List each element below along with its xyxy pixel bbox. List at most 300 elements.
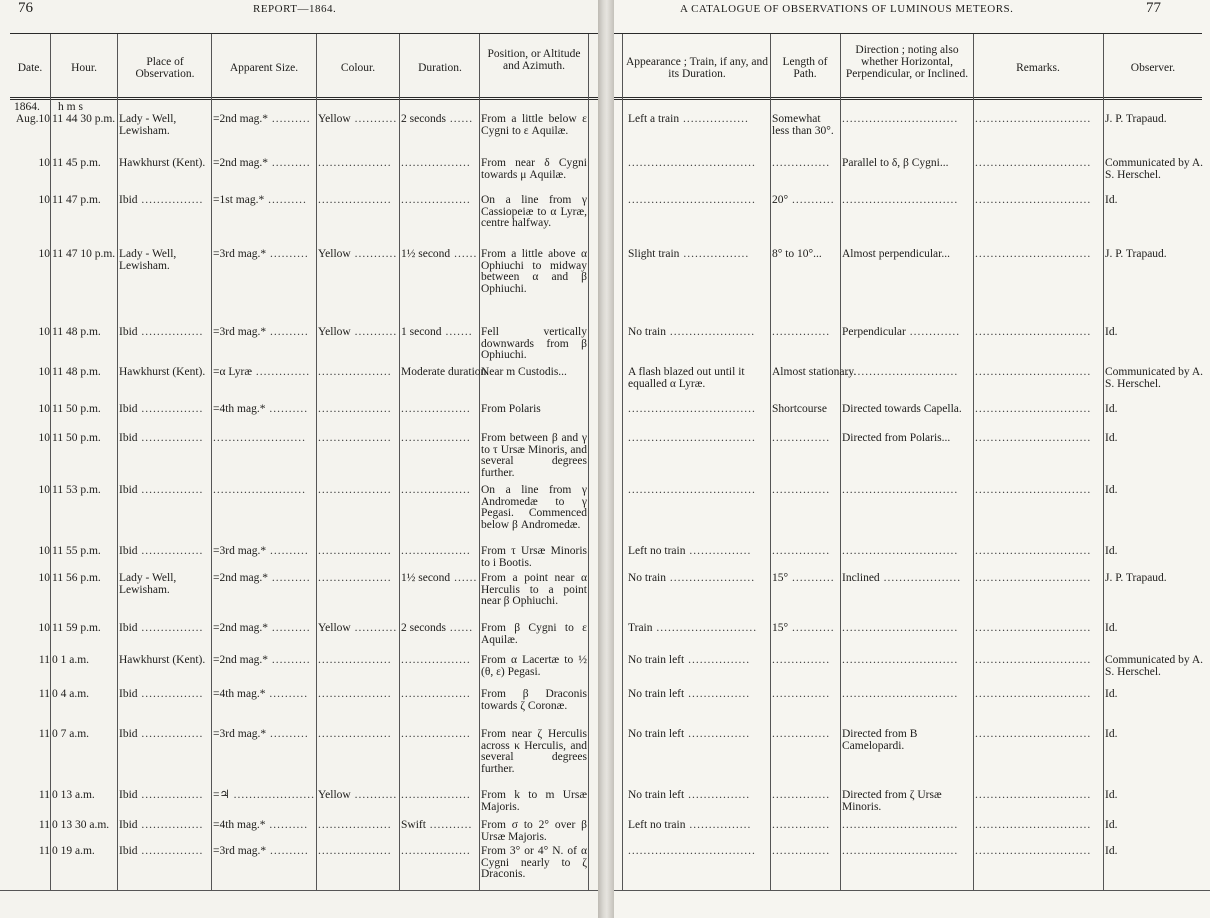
right-cell-direction — [842, 404, 972, 416]
duration-text: 1½ second — [401, 248, 451, 260]
right-cell-observer — [1105, 195, 1209, 207]
date-text: 11 — [38, 654, 50, 666]
leader-dots: ........................ — [213, 484, 306, 496]
left-cell-date — [12, 433, 50, 445]
right-cell-length — [772, 820, 839, 832]
length-text: Shortcourse — [772, 403, 827, 415]
observer-text: Id. — [1105, 789, 1118, 801]
left-cell-size — [213, 158, 315, 170]
left-cell-duration — [401, 195, 478, 207]
leader-dots: ................ — [137, 728, 204, 740]
left-cell-date — [12, 114, 50, 126]
hour-text: 11 47 p.m. — [52, 194, 101, 206]
left-cell-duration — [401, 846, 478, 858]
right-cell-appearance — [628, 546, 769, 558]
left-cell-date — [12, 623, 50, 635]
left-running-head: REPORT—1864. — [253, 3, 337, 15]
appearance-text: Left no train — [628, 545, 686, 557]
leader-dots: ............... — [772, 728, 831, 740]
left-cell-size — [213, 623, 315, 635]
observer-text: Id. — [1105, 728, 1118, 740]
leader-dots: ...... — [446, 113, 474, 125]
right-cell-appearance — [628, 655, 769, 667]
leader-dots: ............... — [772, 484, 831, 496]
leader-dots: .............. — [252, 366, 311, 378]
col-divider — [50, 34, 51, 890]
right-cell-observer — [1105, 729, 1209, 741]
left-cell-place — [119, 114, 210, 137]
col-divider — [770, 34, 771, 890]
left-cell-colour — [318, 820, 398, 832]
leader-dots: ................ — [137, 403, 204, 415]
date-text: 11 — [38, 845, 50, 857]
leader-dots: .............................. — [975, 819, 1092, 831]
left-cell-place — [119, 729, 210, 741]
left-cell-position — [481, 689, 587, 712]
size-text: =2nd mag.* — [213, 622, 269, 634]
leader-dots: .............................. — [842, 545, 959, 557]
duration-text: Moderate duration. — [401, 366, 490, 378]
leader-dots: .......... — [266, 845, 309, 857]
leader-dots: .............................. — [975, 113, 1092, 125]
observer-text: Communicated by A. S. Herschel. — [1105, 366, 1204, 390]
top-rule — [10, 33, 598, 34]
place-text: Ibid — [119, 688, 138, 700]
observer-text: Id. — [1105, 484, 1118, 496]
leader-dots: .............................. — [975, 622, 1092, 634]
leader-dots: .......................... — [652, 622, 758, 634]
right-cell-remarks — [975, 433, 1102, 445]
right-cell-remarks — [975, 820, 1102, 832]
left-cell-hour — [52, 404, 116, 416]
place-text: Ibid — [119, 432, 138, 444]
observer-text: Communicated by A. S. Herschel. — [1105, 157, 1204, 181]
leader-dots: ...... — [450, 572, 478, 584]
leader-dots: ........... — [350, 326, 398, 338]
direction-text: Perpendicular — [842, 326, 906, 338]
date-text: 10 — [38, 366, 50, 378]
leader-dots: .............................. — [975, 194, 1092, 206]
hour-text: 11 55 p.m. — [52, 545, 101, 557]
leader-dots: .......... — [265, 819, 309, 831]
left-cell-position — [481, 404, 587, 416]
left-cell-colour — [318, 367, 398, 379]
header-rule-double — [614, 99, 1202, 100]
right-cell-observer — [1105, 433, 1209, 445]
left-cell-place — [119, 546, 210, 558]
right-cell-length — [772, 655, 839, 667]
leader-dots: ................... — [318, 572, 392, 584]
left-cell-colour — [318, 689, 398, 701]
left-cell-place — [119, 158, 210, 170]
appearance-text: No train left — [628, 789, 685, 801]
leader-dots: ................... — [318, 545, 392, 557]
leader-dots: ................. — [679, 113, 749, 125]
left-cell-hour — [52, 114, 116, 126]
duration-text: 1½ second — [401, 572, 451, 584]
date-text: Aug.10 — [15, 113, 50, 125]
left-cell-colour — [318, 655, 398, 667]
header-rule — [10, 97, 598, 98]
right-cell-direction — [842, 433, 972, 445]
date-text: 11 — [38, 819, 50, 831]
leader-dots: ....... — [441, 326, 473, 338]
left-cell-colour — [318, 327, 398, 339]
col-divider — [622, 34, 623, 890]
hour-text: 0 4 a.m. — [52, 688, 90, 700]
leader-dots: .............................. — [975, 403, 1092, 415]
size-text: =3rd mag.* — [213, 326, 267, 338]
page-gutter — [598, 0, 614, 918]
date-text: 11 — [38, 728, 50, 740]
left-cell-position — [481, 367, 587, 379]
leader-dots: ........... — [788, 622, 835, 634]
left-cell-date — [12, 249, 50, 261]
observer-text: Communicated by A. S. Herschel. — [1105, 654, 1204, 678]
place-text: Ibid — [119, 484, 138, 496]
place-text: Hawkhurst (Kent). — [119, 366, 206, 378]
leader-dots: .......... — [268, 157, 311, 169]
left-cell-duration — [401, 114, 478, 126]
leader-dots: .................. — [401, 545, 471, 557]
leader-dots: ................... — [318, 728, 392, 740]
leader-dots: .............................. — [975, 545, 1092, 557]
leader-dots: ................ — [137, 688, 204, 700]
place-text: Ibid — [119, 545, 138, 557]
position-text: From a point near α Herculis to a point near β Ophiuchi. — [481, 572, 587, 608]
left-cell-position — [481, 573, 587, 608]
right-cell-observer — [1105, 790, 1209, 802]
left-cell-date — [12, 573, 50, 585]
leader-dots: .............................. — [842, 654, 959, 666]
right-cell-appearance — [628, 485, 769, 497]
leader-dots: ................ — [137, 194, 204, 206]
left-cell-hour — [52, 846, 116, 858]
left-cell-position — [481, 790, 587, 813]
length-text: 15° — [772, 572, 789, 584]
left-cell-duration — [401, 623, 478, 635]
appearance-text: Left a train — [628, 113, 680, 125]
position-text: From β Draconis towards ζ Coronæ. — [481, 688, 587, 712]
left-cell-date — [12, 729, 50, 741]
left-cell-hour — [52, 546, 116, 558]
header-length: Length of Path. — [782, 56, 828, 80]
position-text: From β Cygni to ε Aquilæ. — [481, 622, 587, 646]
direction-text: Directed from B Camelopardi. — [842, 728, 918, 752]
leader-dots: ............... — [772, 789, 831, 801]
left-cell-date — [12, 790, 50, 802]
colour-text: Yellow — [318, 248, 351, 260]
position-text: From a little above α Ophiuchi to midway between α and β Ophiuchi. — [481, 248, 587, 295]
year-label: 1864. — [14, 101, 40, 113]
left-cell-date — [12, 820, 50, 832]
right-cell-observer — [1105, 623, 1209, 635]
leader-dots: ................................. — [628, 403, 756, 415]
leader-dots: .............................. — [975, 366, 1092, 378]
left-cell-duration — [401, 485, 478, 497]
left-cell-position — [481, 114, 587, 137]
length-text: Almost stationary. — [772, 366, 857, 378]
leader-dots: ................... — [318, 845, 392, 857]
place-text: Hawkhurst (Kent). — [119, 157, 206, 169]
leader-dots: .................. — [401, 484, 471, 496]
left-cell-place — [119, 820, 210, 832]
right-cell-length — [772, 327, 839, 339]
hour-text: 11 53 p.m. — [52, 484, 101, 496]
left-cell-date — [12, 158, 50, 170]
right-cell-appearance — [628, 195, 769, 207]
length-text: 8° to 10°... — [772, 248, 822, 260]
size-text: =4th mag.* — [213, 688, 266, 700]
left-cell-place — [119, 367, 210, 379]
position-text: From near ζ Herculis across κ Herculis, and several degrees further. — [481, 728, 587, 775]
appearance-text: No train left — [628, 654, 685, 666]
hour-text: 11 59 p.m. — [52, 622, 101, 634]
right-cell-remarks — [975, 404, 1102, 416]
header-size: Apparent Size. — [229, 62, 299, 74]
right-cell-length — [772, 366, 857, 379]
left-cell-hour — [52, 655, 116, 667]
leader-dots: .............................. — [975, 157, 1092, 169]
left-cell-position — [481, 485, 587, 531]
leader-dots: .......... — [268, 113, 311, 125]
leader-dots: ................... — [318, 366, 392, 378]
leader-dots: .............................. — [842, 194, 959, 206]
size-text: =3rd mag.* — [213, 845, 267, 857]
left-cell-position — [481, 546, 587, 569]
left-cell-duration — [401, 573, 478, 585]
date-text: 10 — [38, 572, 50, 584]
right-cell-appearance — [628, 249, 769, 261]
observer-text: Id. — [1105, 432, 1118, 444]
date-text: 10 — [38, 432, 50, 444]
right-cell-length — [772, 404, 839, 416]
date-text: 10 — [38, 157, 50, 169]
leader-dots: ...... — [450, 248, 478, 260]
leader-dots: .............................. — [842, 366, 959, 378]
right-cell-appearance — [628, 367, 769, 390]
left-cell-size — [213, 689, 315, 701]
right-cell-remarks — [975, 846, 1102, 858]
hour-text: 11 45 p.m. — [52, 157, 101, 169]
leader-dots: ........... — [350, 113, 398, 125]
leader-dots: ................... — [318, 403, 392, 415]
size-text: =α Lyræ — [213, 366, 253, 378]
left-cell-position — [481, 729, 587, 775]
header-position: Position, or Altitude and Azimuth. — [487, 48, 581, 72]
right-cell-direction — [842, 655, 972, 667]
date-text: 10 — [38, 248, 50, 260]
left-cell-hour — [52, 327, 116, 339]
leader-dots: .............................. — [975, 484, 1092, 496]
left-cell-size — [213, 114, 315, 126]
right-cell-remarks — [975, 249, 1102, 261]
col-divider — [588, 34, 589, 890]
left-cell-size — [213, 433, 315, 445]
left-cell-place — [119, 573, 210, 596]
direction-text: Directed towards Capella. — [842, 403, 962, 415]
right-cell-remarks — [975, 327, 1102, 339]
col-divider — [117, 34, 118, 890]
leader-dots: ................... — [318, 819, 392, 831]
left-cell-position — [481, 623, 587, 646]
left-cell-hour — [52, 790, 116, 802]
date-text: 10 — [38, 484, 50, 496]
left-cell-date — [12, 327, 50, 339]
header-remarks: Remarks. — [1016, 62, 1060, 74]
leader-dots: ..................... — [229, 789, 316, 801]
leader-dots: .................. — [401, 845, 471, 857]
leader-dots: .............................. — [975, 572, 1092, 584]
place-text: Ibid — [119, 326, 138, 338]
right-cell-remarks — [975, 485, 1102, 497]
left-cell-place — [119, 249, 210, 272]
left-cell-date — [12, 195, 50, 207]
left-cell-place — [119, 485, 210, 497]
leader-dots: .......... — [265, 688, 309, 700]
leader-dots: ........................ — [213, 432, 306, 444]
right-cell-remarks — [975, 546, 1102, 558]
right-cell-appearance — [628, 846, 769, 858]
left-cell-place — [119, 433, 210, 445]
length-text: 20° — [772, 194, 789, 206]
position-text: From τ Ursæ Minoris to i Bootis. — [481, 545, 587, 569]
left-cell-hour — [52, 158, 116, 170]
leader-dots: .............................. — [975, 654, 1092, 666]
hour-text: 0 13 a.m. — [52, 789, 95, 801]
left-cell-hour — [52, 729, 116, 741]
leader-dots: ................ — [137, 326, 204, 338]
leader-dots: ................ — [684, 654, 751, 666]
right-cell-observer — [1105, 846, 1209, 858]
observer-text: Id. — [1105, 403, 1118, 415]
left-cell-size — [213, 249, 315, 261]
observer-text: J. P. Trapaud. — [1105, 248, 1167, 260]
position-text: From σ to 2° over β Ursæ Majoris. — [481, 819, 587, 843]
right-cell-observer — [1105, 655, 1209, 678]
left-cell-hour — [52, 433, 116, 445]
date-text: 11 — [38, 789, 50, 801]
left-cell-position — [481, 195, 587, 230]
position-text: On a line from γ Andromedæ to γ Pegasi. Commenced below β Andromedæ. — [481, 484, 587, 531]
right-cell-direction — [842, 546, 972, 558]
left-cell-place — [119, 689, 210, 701]
right-cell-direction — [842, 820, 972, 832]
right-cell-observer — [1105, 327, 1209, 339]
leader-dots: ................ — [137, 545, 204, 557]
place-text: Ibid — [119, 728, 138, 740]
right-cell-appearance — [628, 820, 769, 832]
observer-text: Id. — [1105, 194, 1118, 206]
appearance-text: No train — [628, 572, 667, 584]
left-cell-position — [481, 846, 587, 881]
right-cell-observer — [1105, 573, 1209, 585]
left-cell-size — [213, 485, 315, 497]
header-hour: Hour. — [71, 62, 97, 74]
left-cell-place — [119, 790, 210, 802]
leader-dots: ............... — [772, 654, 831, 666]
left-cell-hour — [52, 195, 116, 207]
right-cell-appearance — [628, 404, 769, 416]
left-cell-hour — [52, 249, 116, 261]
left-cell-size — [213, 195, 315, 207]
right-cell-length — [772, 729, 839, 741]
left-cell-position — [481, 655, 587, 678]
leader-dots: ............. — [905, 326, 961, 338]
left-cell-size — [213, 546, 315, 558]
left-cell-place — [119, 327, 210, 339]
left-cell-duration — [401, 158, 478, 170]
right-cell-length — [772, 485, 839, 497]
direction-text: Directed from Polaris... — [842, 432, 951, 444]
size-text: =2nd mag.* — [213, 654, 269, 666]
leader-dots: .............................. — [975, 326, 1092, 338]
leader-dots: .................. — [401, 432, 471, 444]
colour-text: Yellow — [318, 326, 351, 338]
hour-text: 11 50 p.m. — [52, 432, 101, 444]
right-cell-direction — [842, 689, 972, 701]
leader-dots: ................ — [684, 728, 751, 740]
col-divider — [316, 34, 317, 890]
left-cell-size — [213, 573, 315, 585]
right-page-number: 77 — [1146, 0, 1161, 16]
left-cell-duration — [401, 820, 478, 832]
direction-text: Inclined — [842, 572, 880, 584]
direction-text: Almost perpendicular... — [842, 248, 950, 260]
observer-text: Id. — [1105, 688, 1118, 700]
leader-dots: ...................... — [666, 572, 756, 584]
date-text: 10 — [38, 326, 50, 338]
leader-dots: ................ — [685, 819, 752, 831]
leader-dots: ................... — [318, 484, 392, 496]
place-text: Hawkhurst (Kent). — [119, 654, 206, 666]
hour-text: 11 44 30 p.m. — [52, 113, 116, 125]
direction-text: Parallel to δ, β Cygni... — [842, 157, 949, 169]
position-text: Fell vertically downwards from β Ophiuchi. — [481, 326, 587, 362]
right-cell-direction — [842, 327, 972, 339]
right-cell-appearance — [628, 623, 769, 635]
duration-text: 2 seconds — [401, 622, 447, 634]
size-text: =3rd mag.* — [213, 545, 267, 557]
left-cell-colour — [318, 195, 398, 207]
left-cell-date — [12, 404, 50, 416]
right-cell-appearance — [628, 573, 769, 585]
left-cell-place — [119, 195, 210, 207]
left-cell-colour — [318, 846, 398, 858]
observer-text: J. P. Trapaud. — [1105, 572, 1167, 584]
leader-dots: ...................... — [666, 326, 756, 338]
left-cell-size — [213, 729, 315, 741]
leader-dots: .......... — [266, 248, 309, 260]
right-cell-length — [772, 433, 839, 445]
leader-dots: ................ — [137, 622, 204, 634]
left-cell-duration — [401, 327, 478, 339]
header-colour: Colour. — [340, 62, 376, 74]
right-cell-length — [772, 249, 839, 261]
leader-dots: ................ — [685, 545, 752, 557]
col-divider — [840, 34, 841, 890]
right-cell-direction — [842, 790, 972, 813]
place-text: Ibid — [119, 819, 138, 831]
place-text: Ibid — [119, 194, 138, 206]
right-cell-remarks — [975, 367, 1102, 379]
left-cell-position — [481, 249, 587, 295]
right-cell-observer — [1105, 158, 1209, 181]
right-cell-observer — [1105, 404, 1209, 416]
position-text: On a line from γ Cassiopeiæ to α Lyræ, centre halfway. — [481, 194, 587, 230]
right-cell-appearance — [628, 689, 769, 701]
leader-dots: .................. — [401, 688, 471, 700]
